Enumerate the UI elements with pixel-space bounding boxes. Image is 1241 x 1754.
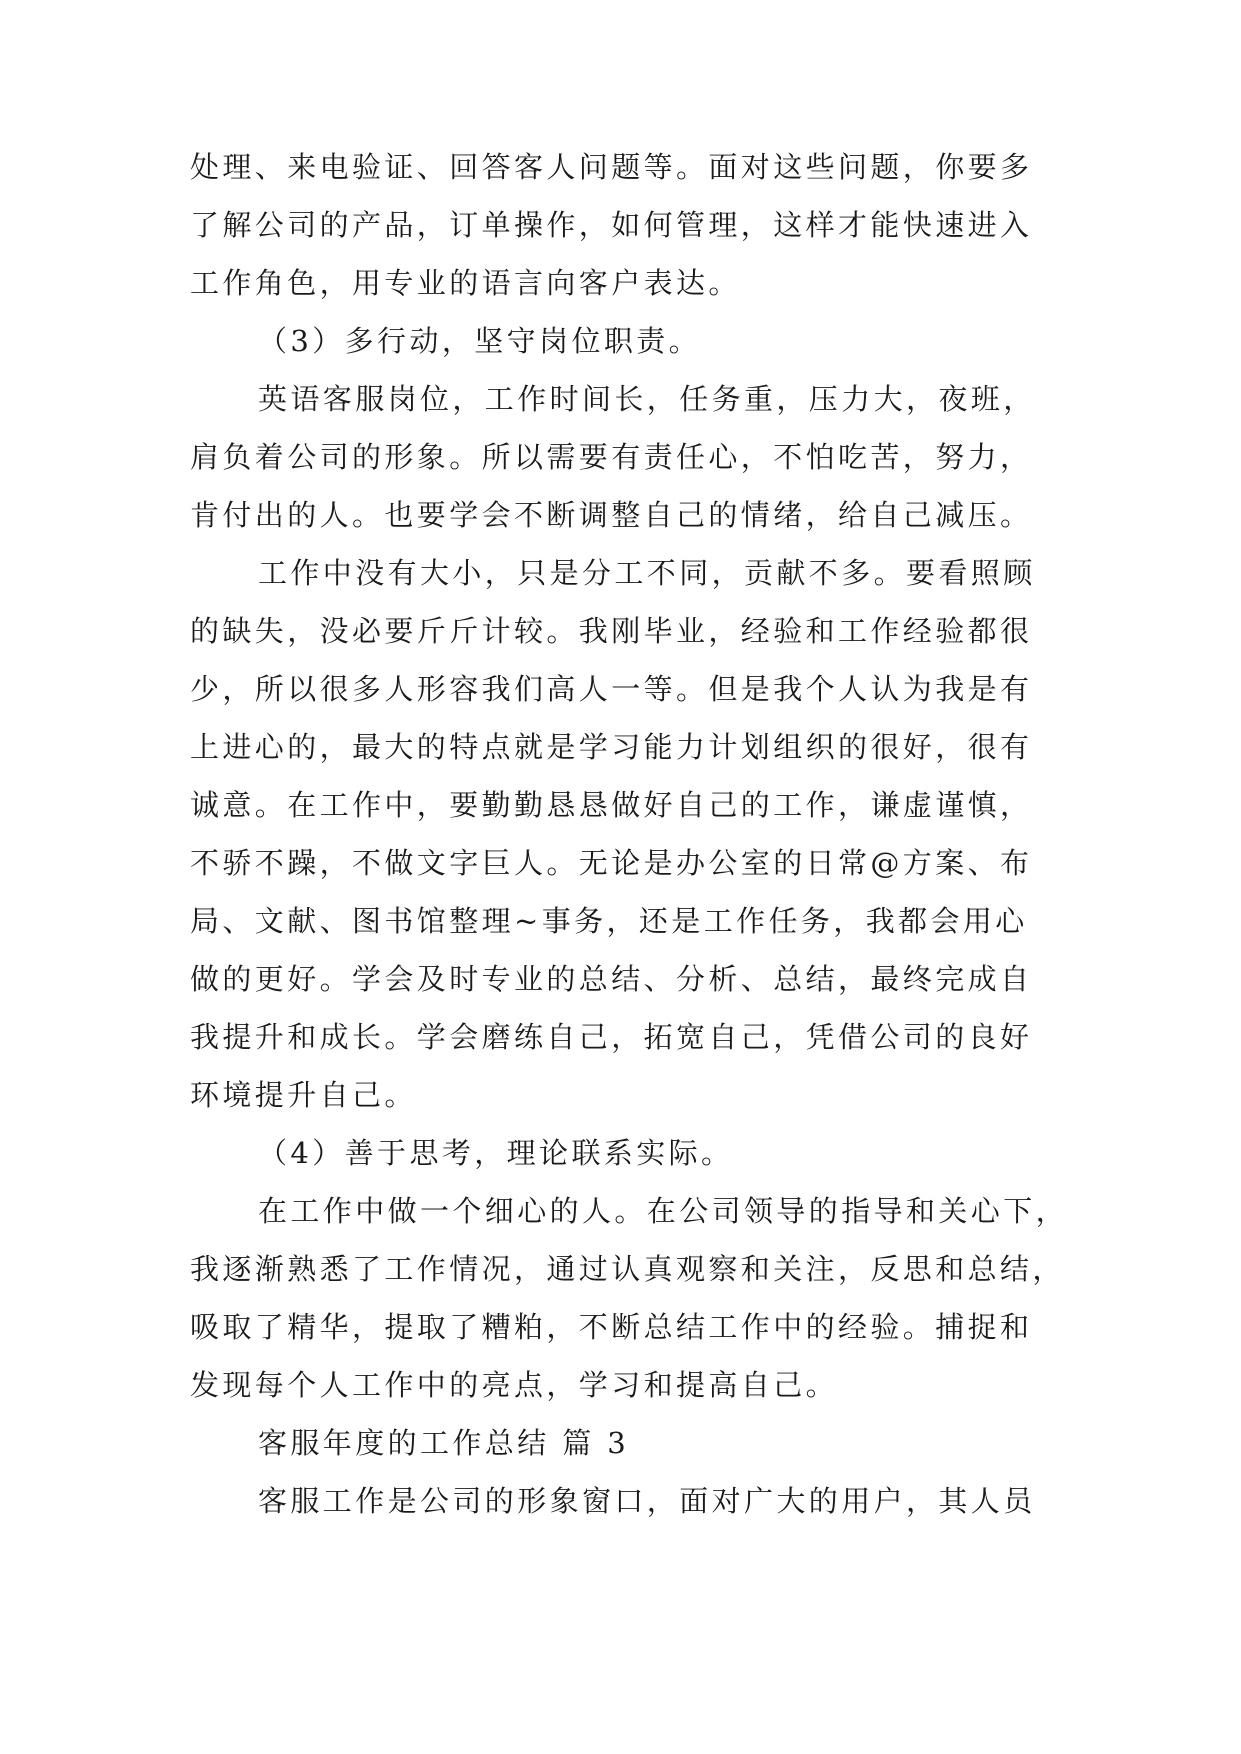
text-line: 了解公司的产品，订单操作，如何管理，这样才能快速进入 bbox=[190, 208, 1033, 242]
text-line: 客服工作是公司的形象窗口，面对广大的用户，其人员 bbox=[258, 1484, 1036, 1518]
text-line: 发现每个人工作中的亮点，学习和提高自己。 bbox=[190, 1368, 839, 1402]
section-heading: （4）善于思考，理论联系实际。 bbox=[258, 1136, 734, 1170]
chapter-heading: 客服年度的工作总结 篇 3 bbox=[258, 1426, 630, 1460]
text-line: 不骄不躁，不做文字巨人。无论是办公室的日常@方案、布 bbox=[190, 846, 1033, 880]
text-line: 少，所以很多人形容我们高人一等。但是我个人认为我是有 bbox=[190, 672, 1033, 706]
text-line: 的缺失，没必要斤斤计较。我刚毕业，经验和工作经验都很 bbox=[190, 614, 1033, 648]
text-line: 局、文献、图书馆整理~事务，还是工作任务，我都会用心 bbox=[190, 904, 1028, 938]
text-line: 我提升和成长。学会磨练自己，拓宽自己，凭借公司的良好 bbox=[190, 1020, 1033, 1054]
text-line: 处理、来电验证、回答客人问题等。面对这些问题，你要多 bbox=[190, 150, 1033, 184]
text-line: 工作中没有大小，只是分工不同，贡献不多。要看照顾 bbox=[258, 556, 1036, 590]
text-line: 肩负着公司的形象。所以需要有责任心，不怕吃苦，努力， bbox=[190, 440, 1033, 474]
section-heading: （3）多行动，坚守岗位职责。 bbox=[258, 324, 702, 358]
text-line: 吸取了精华，提取了糟粕，不断总结工作中的经验。捕捉和 bbox=[190, 1310, 1033, 1344]
text-line: 工作角色，用专业的语言向客户表达。 bbox=[190, 266, 741, 300]
text-line: 环境提升自己。 bbox=[190, 1078, 417, 1112]
text-line: 上进心的，最大的特点就是学习能力计划组织的很好，很有 bbox=[190, 730, 1033, 764]
text-line: 诚意。在工作中，要勤勤恳恳做好自己的工作，谦虚谨慎， bbox=[190, 788, 1033, 822]
text-line: 在工作中做一个细心的人。在公司领导的指导和关心下， bbox=[258, 1194, 1069, 1228]
text-line: 我逐渐熟悉了工作情况，通过认真观察和关注，反思和总结， bbox=[190, 1252, 1065, 1286]
text-line: 做的更好。学会及时专业的总结、分析、总结，最终完成自 bbox=[190, 962, 1033, 996]
text-line: 英语客服岗位，工作时间长，任务重，压力大，夜班， bbox=[258, 382, 1036, 416]
text-line: 肯付出的人。也要学会不断调整自己的情绪，给自己减压。 bbox=[190, 498, 1033, 532]
